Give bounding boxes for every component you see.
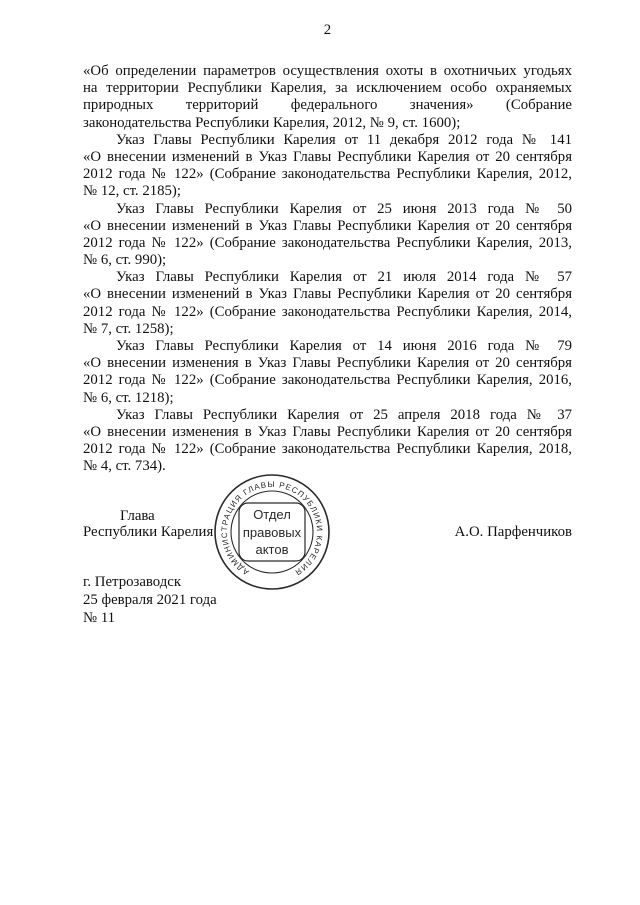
- text-line: Указ Главы Республики Карелия от 25 апреля 2018 года № 37: [116, 406, 572, 423]
- page-number: 2: [323, 22, 332, 38]
- text-line: на территории Республики Карелия, за исключением особо охраняемых: [83, 80, 572, 97]
- text-line: «О внесении изменений в Указ Главы Республики Карелия от 20 сентября: [83, 148, 572, 165]
- signing-date: 25 февраля 2021 года: [83, 592, 217, 608]
- text-line: Указ Главы Республики Карелия от 11 декабря 2012 года № 141: [116, 131, 572, 148]
- text-line: «О внесении изменений в Указ Главы Республики Карелия от 20 сентября: [83, 286, 572, 303]
- text-line: Указ Главы Республики Карелия от 14 июня 2016 года № 79: [116, 338, 572, 354]
- text-line: 2012 года № 122» (Собрание законодательства Республики Карелия, 2013,: [83, 234, 572, 251]
- document-body: [83, 63, 572, 476]
- text-line: 2012 года № 122» (Собрание законодательства Республики Карелия, 2014,: [83, 303, 572, 320]
- text-line: № 4, ст. 734).: [83, 458, 166, 475]
- text-line: № 6, ст. 990);: [83, 252, 167, 269]
- text-line: законодательства Республики Карелия, 2012, № 9, ст. 1600);: [83, 114, 461, 131]
- text-line: Указ Главы Республики Карелия от 25 июня 2013 года № 50: [116, 200, 572, 217]
- text-line: № 7, ст. 1258);: [83, 320, 174, 337]
- place-of-signing: г. Петрозаводск: [83, 574, 182, 590]
- official-stamp: [212, 472, 332, 592]
- text-line: «О внесении изменения в Указ Главы Республики Карелия от 20 сентября: [83, 355, 572, 372]
- text-line: Указ Главы Республики Карелия от 21 июля 2014 года № 57: [116, 269, 572, 286]
- signatory-name: А.О. Парфенчиков: [454, 524, 572, 540]
- text-line: № 6, ст. 1218);: [83, 389, 174, 406]
- text-line: № 12, ст. 2185);: [83, 183, 181, 200]
- stamp-center-line: актов: [255, 542, 289, 557]
- document-number: № 11: [83, 610, 116, 626]
- paragraph: [83, 338, 572, 407]
- text-line: 2012 года № 122» (Собрание законодательства Республики Карелия, 2012,: [83, 166, 572, 183]
- paragraph: [83, 407, 572, 476]
- stamp-ring-text: АДМИНИСТРАЦИЯ ГЛАВЫ РЕСПУБЛИКИ КАРЕЛИЯ: [219, 479, 325, 578]
- text-line: 2012 года № 122» (Собрание законодательства Республики Карелия, 2018,: [83, 441, 572, 458]
- paragraph: [83, 269, 572, 338]
- stamp-center-line: Отдел: [253, 507, 291, 522]
- paragraph: [83, 132, 572, 201]
- text-line: 2012 года № 122» (Собрание законодательства Республики Карелия, 2016,: [83, 372, 572, 389]
- text-line: «О внесении изменений в Указ Главы Республики Карелия от 20 сентября: [83, 217, 572, 234]
- text-line: «О внесении изменения в Указ Главы Республики Карелия от 20 сентября: [83, 423, 572, 440]
- signatory-title-line2: Республики Карелия: [83, 524, 214, 540]
- text-line: «Об определении параметров осуществления охоты в охотничьих угодьях: [83, 63, 572, 79]
- stamp-center-line: правовых: [242, 525, 302, 540]
- paragraph: [83, 63, 572, 132]
- paragraph: [83, 201, 572, 270]
- signatory-title-line1: Глава: [120, 508, 155, 524]
- text-line: природных территорий федерального значения» (Собрание: [83, 97, 572, 114]
